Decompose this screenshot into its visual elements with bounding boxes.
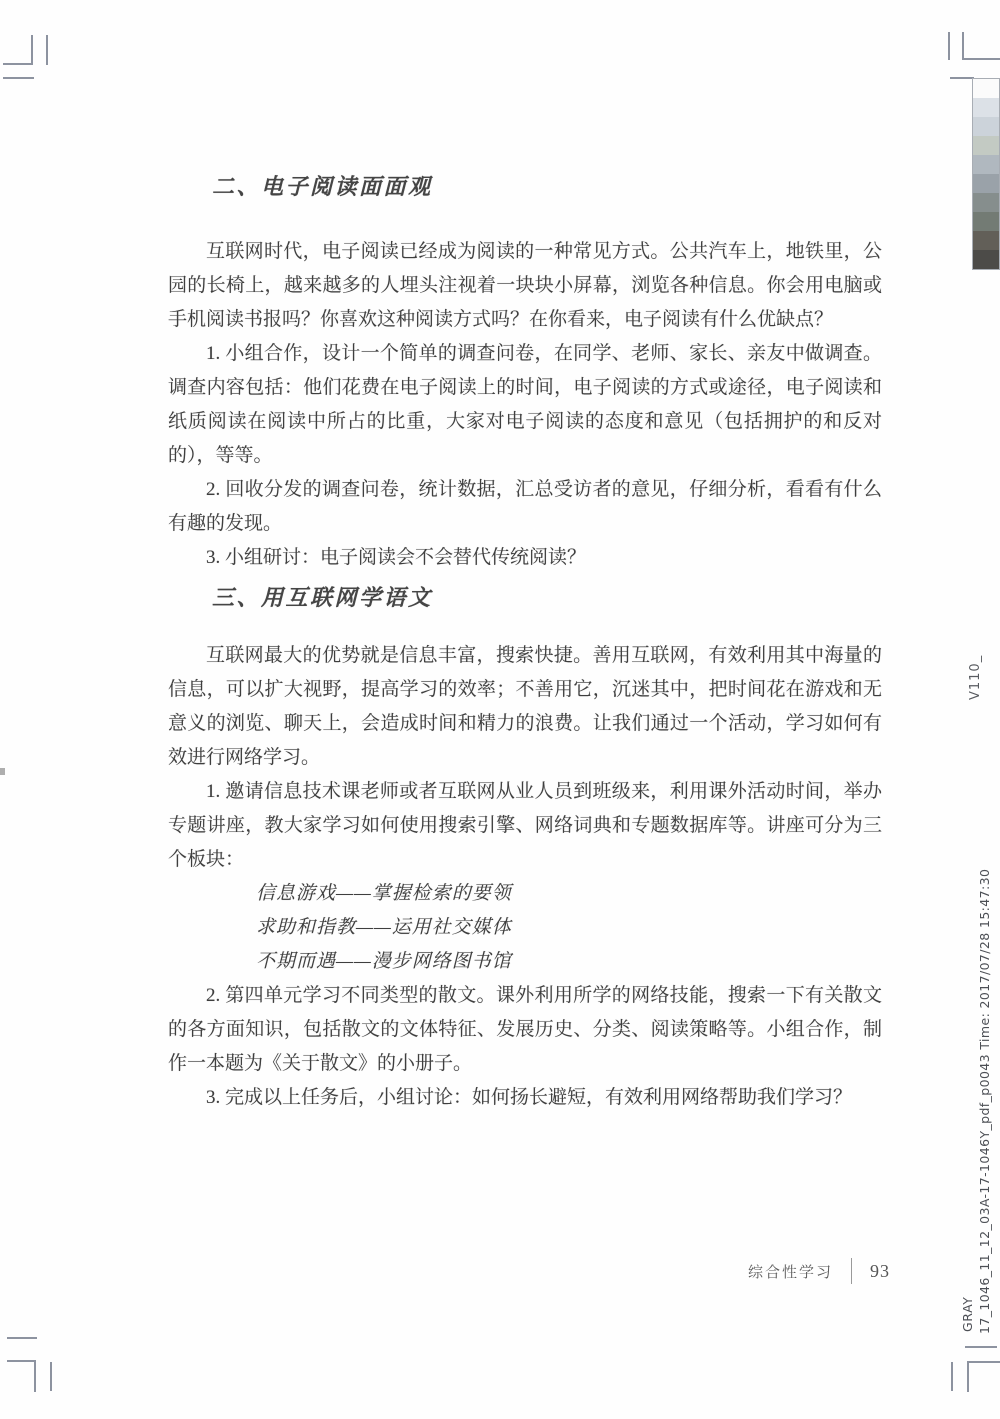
paragraph: 1. 小组合作，设计一个简单的调查问卷，在同学、老师、家长、亲友中做调查。调查内容包括：他们花费在电子阅读上的时间，电子阅读的方式或途径，电子阅读和纸质阅读在阅读中所占的比重，大家对电子阅读的态度和意见（包括拥护的和反对的），等等。 — [168, 343, 882, 466]
grayscale-step — [973, 212, 999, 231]
crop-mark — [50, 1362, 52, 1391]
print-code-note: 17_1046_11_12_03A-17-1046Y_pdf_p0043 Time: 2017/07/28 15:47:30 — [977, 868, 992, 1334]
crop-mark — [967, 1361, 1000, 1363]
footer-divider — [851, 1258, 852, 1284]
crop-mark — [31, 35, 33, 65]
grayscale-step — [973, 250, 999, 269]
grayscale-step — [973, 193, 999, 212]
paragraph: 互联网最大的优势就是信息丰富，搜索快捷。善用互联网，有效利用其中海量的信息，可以扩大视野，提高学习的效率；不善用它，沉迷其中，把时间花在游戏和无意义的浏览、聊天上，会造成时间和精力的浪费。让我们通过一个活动，学习如何有效进行网络学习。 — [168, 645, 882, 768]
crop-mark — [951, 1362, 953, 1391]
grayscale-step — [973, 174, 999, 193]
crop-mark — [46, 35, 48, 65]
paragraph: 2. 第四单元学习不同类型的散文。课外利用所学的网络技能，搜索一下有关散文的各方面知识，包括散文的文体特征、发展历史、分类、阅读策略等。小组合作，制作一本题为《关于散文》的小册子。 — [168, 985, 882, 1074]
crop-mark — [965, 1346, 997, 1348]
version-code-note: V110_ — [968, 654, 983, 700]
lecture-topic: 信息游戏——掌握检索的要领 — [256, 883, 512, 904]
paragraph: 互联网时代，电子阅读已经成为阅读的一种常见方式。公共汽车上，地铁里，公园的长椅上，越来越多的人埋头注视着一块块小屏幕，浏览各种信息。你会用电脑或手机阅读书报吗？你喜欢这种阅读方式吗？在你看来，电子阅读有什么优缺点？ — [168, 241, 882, 330]
text-column — [168, 0, 882, 1115]
grayscale-step — [973, 98, 999, 117]
paragraph: 3. 完成以上任务后，小组讨论：如何扬长避短，有效利用网络帮助我们学习？ — [206, 1087, 853, 1108]
crop-mark — [950, 77, 974, 79]
crop-mark — [962, 32, 964, 60]
crop-mark — [3, 77, 34, 79]
crop-mark — [7, 1360, 36, 1362]
section-heading-electronic-reading: 二、电子阅读面面观 — [212, 174, 433, 199]
grayscale-step — [973, 117, 999, 136]
section-heading-learn-with-internet: 三、用互联网学语文 — [212, 585, 433, 610]
paragraph: 3. 小组研讨：电子阅读会不会替代传统阅读？ — [206, 547, 587, 568]
paragraph: 2. 回收分发的调查问卷，统计数据，汇总受访者的意见，仔细分析，看看有什么有趣的发现。 — [168, 479, 882, 534]
grayscale-step — [973, 155, 999, 174]
lecture-topic: 不期而遇——漫步网络图书馆 — [256, 951, 512, 972]
footer-section-label: 综合性学习 — [747, 1264, 833, 1281]
grayscale-step — [973, 79, 999, 98]
grayscale-calibration-strip — [972, 78, 1000, 270]
crop-mark — [962, 58, 1000, 60]
lecture-topic: 求助和指教——运用社交媒体 — [256, 917, 512, 938]
color-mode-note: GRAY — [960, 1296, 975, 1332]
crop-mark — [948, 32, 950, 60]
page-number: 93 — [870, 1260, 890, 1281]
paragraph: 1. 邀请信息技术课老师或者互联网从业人员到班级来，利用课外活动时间，举办专题讲座，教大家学习如何使用搜索引擎、网络词典和专题数据库等。讲座可分为三个板块： — [168, 781, 882, 870]
page-footer — [0, 1258, 890, 1284]
crop-mark — [7, 1337, 37, 1339]
grayscale-step — [973, 136, 999, 155]
scan-artifact — [0, 768, 5, 775]
crop-mark — [34, 1360, 36, 1392]
crop-mark — [967, 1361, 969, 1392]
grayscale-step — [973, 231, 999, 250]
crop-mark — [3, 63, 33, 65]
